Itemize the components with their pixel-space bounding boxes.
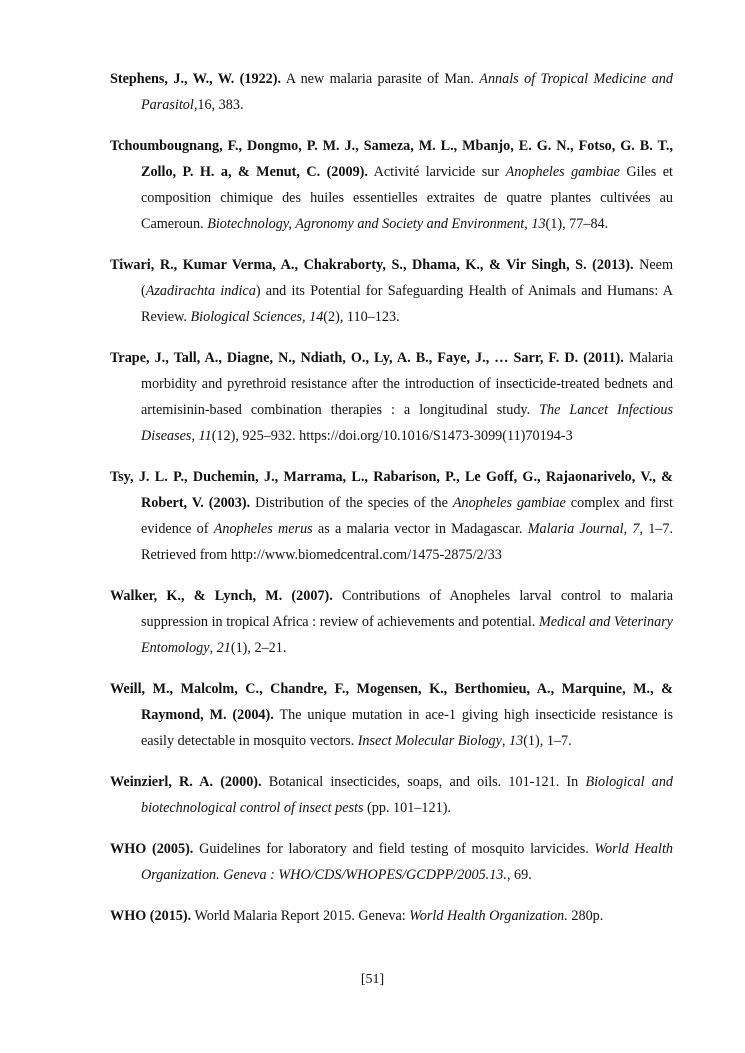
reference-text: as a malaria vector in Madagascar. bbox=[312, 521, 528, 537]
reference-text: Activité larvicide sur bbox=[367, 164, 506, 180]
reference-entry bbox=[110, 133, 673, 237]
reference-text: Guidelines for laboratory and field testing of mosquito larvicides. bbox=[193, 841, 595, 857]
reference-italic-text: Insect Molecular Biology bbox=[357, 733, 502, 749]
page-number: [51] bbox=[360, 972, 385, 987]
reference-text: (1), 77–84. bbox=[545, 216, 609, 232]
reference-text: Contributions of Anopheles larval control to malaria suppression in tropical Africa : review of achievements and potential. bbox=[141, 588, 673, 630]
reference-italic-text: Azadirachta indica bbox=[145, 283, 256, 299]
reference-italic-text: World Health Organization. bbox=[409, 908, 568, 924]
reference-italic-text: 21 bbox=[216, 640, 231, 656]
reference-text: Giles et composition chimique des huiles essentielles extraites de quatre plantes cultivées au Cameroun. bbox=[141, 164, 673, 232]
reference-text: (1), 2–21. bbox=[230, 640, 287, 656]
reference-authors: WHO (2005). bbox=[110, 841, 194, 857]
reference-authors: Trape, J., Tall, A., Diagne, N., Ndiath, O., Ly, A. B., Faye, J., … Sarr, F. D. (2011). bbox=[110, 350, 624, 366]
reference-text: complex and first evidence of bbox=[141, 495, 673, 537]
reference-text: (2), 110–123. bbox=[323, 309, 400, 325]
reference-italic-text: Malaria Journal bbox=[527, 521, 624, 537]
reference-text: Botanical insecticides, soaps, and oils. 101-121. In bbox=[261, 774, 586, 790]
reference-entry bbox=[110, 676, 673, 754]
reference-text: , 69. bbox=[506, 867, 532, 883]
reference-italic-text: Biotechnology, Agronomy and Society and Environment bbox=[207, 216, 525, 232]
reference-text: A new malaria parasite of Man. bbox=[281, 71, 480, 87]
reference-authors: Stephens, J., W., W. (1922). bbox=[110, 71, 282, 87]
reference-text: Malaria morbidity and pyrethroid resistance after the introduction of insecticide-treated bednets and artemisinin-based combination therapies : a longitudinal study. bbox=[141, 350, 673, 418]
reference-italic-text: World Health Organization. Geneva : WHO/CDS/WHOPES/GCDPP/2005.13. bbox=[141, 841, 673, 883]
reference-text: , bbox=[501, 733, 509, 749]
reference-italic-text: 11 bbox=[198, 428, 212, 444]
reference-text: , 1–7. Retrieved from http://www.biomedcentral.com/1475-2875/2/33 bbox=[141, 521, 674, 563]
reference-text: 280p. bbox=[567, 908, 604, 924]
reference-entry bbox=[110, 769, 673, 821]
reference-text: , bbox=[209, 640, 217, 656]
reference-text: , bbox=[623, 521, 633, 537]
reference-italic-text: Anopheles gambiae bbox=[505, 164, 620, 180]
reference-italic-text: Biological Sciences bbox=[190, 309, 303, 325]
reference-authors: Tiwari, R., Kumar Verma, A., Chakraborty, S., Dhama, K., & Vir Singh, S. (2013). bbox=[110, 257, 634, 273]
reference-authors: Weill, M., Malcolm, C., Chandre, F., Mogensen, K., Berthomieu, A., Marquine, M., & Raymond, M. (2004). bbox=[110, 681, 673, 723]
reference-entry bbox=[110, 345, 673, 449]
reference-italic-text: 13 bbox=[509, 733, 524, 749]
reference-italic-text: 13 bbox=[531, 216, 546, 232]
reference-authors: Tchoumbougnang, F., Dongmo, P. M. J., Sameza, M. L., Mbanjo, E. G. N., Fotso, G. B. T., Zollo, P. H. a, & Menut, C. (2009). bbox=[110, 138, 673, 180]
reference-text: Neem ( bbox=[141, 257, 673, 299]
reference-authors: Weinzierl, R. A. (2000). bbox=[110, 774, 262, 790]
reference-text: (pp. 101–121). bbox=[363, 800, 451, 816]
reference-entry bbox=[110, 583, 673, 661]
reference-text: , bbox=[524, 216, 532, 232]
reference-text: ,16, 383. bbox=[193, 97, 244, 113]
reference-text: Distribution of the species of the bbox=[250, 495, 453, 511]
reference-text: ) and its Potential for Safeguarding Health of Animals and Humans: A Review. bbox=[141, 283, 673, 325]
reference-italic-text: Annals of Tropical Medicine and Parasitol bbox=[141, 71, 673, 113]
reference-italic-text: Anopheles gambiae bbox=[452, 495, 566, 511]
reference-text: (12), 925–932. https://doi.org/10.1016/S1473-3099(11)70194-3 bbox=[211, 428, 573, 444]
reference-authors: Walker, K., & Lynch, M. (2007). bbox=[110, 588, 333, 604]
reference-text: The unique mutation in ace-1 giving high insecticide resistance is easily detectable in mosquito vectors. bbox=[141, 707, 673, 749]
reference-list bbox=[110, 66, 673, 944]
reference-authors: Tsy, J. L. P., Duchemin, J., Marrama, L., Rabarison, P., Le Goff, G., Rajaonarivelo, V., & Robert, V. (2003). bbox=[110, 469, 673, 511]
reference-entry bbox=[110, 903, 673, 929]
reference-entry bbox=[110, 66, 673, 118]
reference-authors: WHO (2015). bbox=[110, 908, 192, 924]
reference-italic-text: Medical and Veterinary Entomology bbox=[141, 614, 673, 656]
reference-italic-text: 7 bbox=[632, 521, 640, 537]
reference-text: , bbox=[191, 428, 199, 444]
reference-text: , bbox=[302, 309, 310, 325]
reference-text: World Malaria Report 2015. Geneva: bbox=[191, 908, 410, 924]
reference-text: (1), 1–7. bbox=[523, 733, 572, 749]
reference-italic-text: The Lancet Infectious Diseases bbox=[141, 402, 673, 444]
reference-italic-text: 14 bbox=[309, 309, 324, 325]
reference-italic-text: Biological and biotechnological control of insect pests bbox=[141, 774, 674, 816]
reference-entry bbox=[110, 252, 673, 330]
reference-entry bbox=[110, 836, 673, 888]
reference-italic-text: Anopheles merus bbox=[213, 521, 313, 537]
reference-entry bbox=[110, 464, 673, 568]
